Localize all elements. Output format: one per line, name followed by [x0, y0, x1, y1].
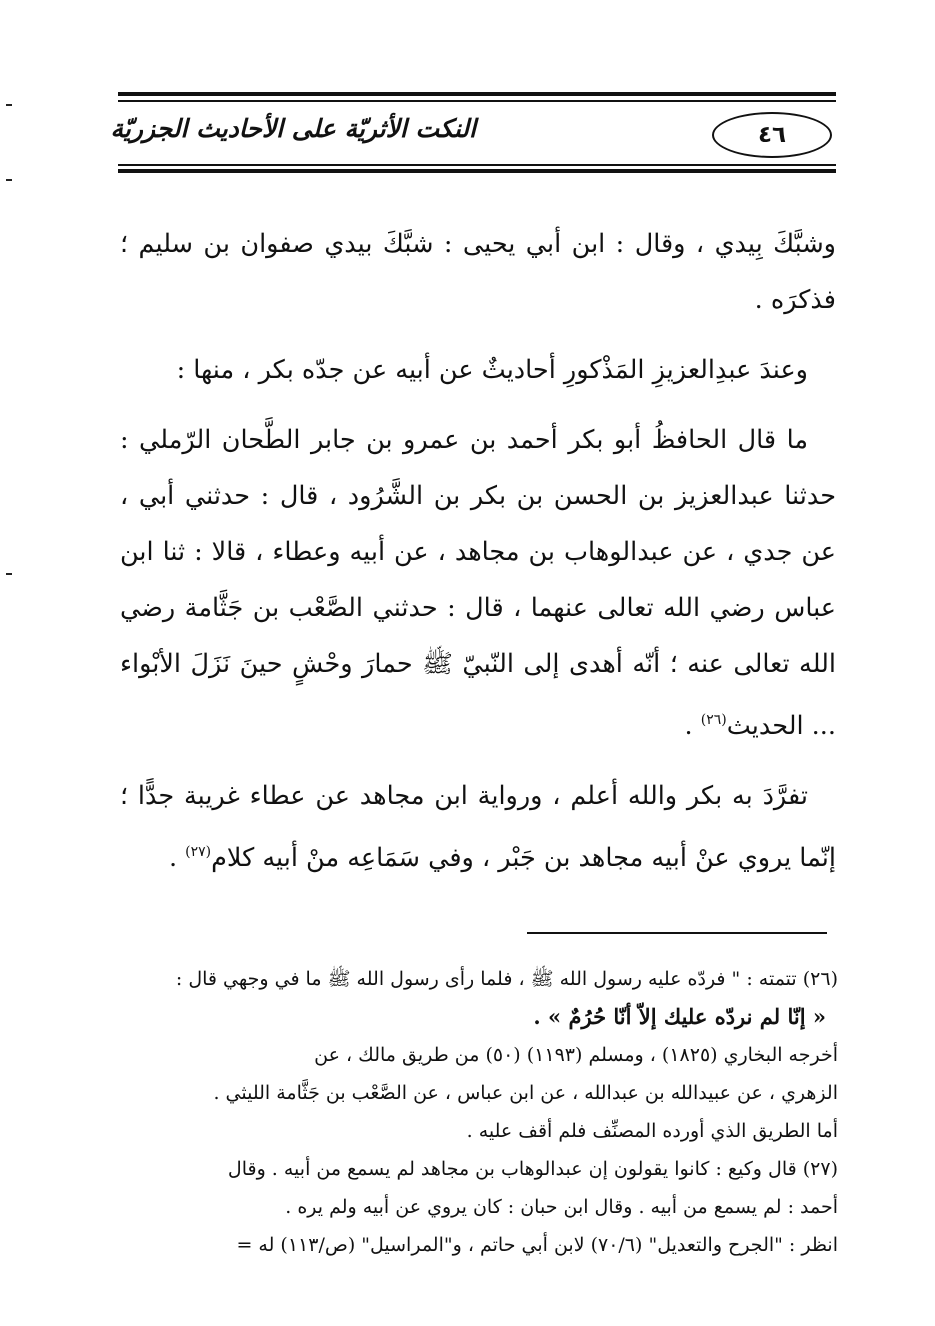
header-top-rule-thick: [118, 92, 836, 96]
page-number-badge: [712, 112, 832, 158]
footnote-separator: [527, 932, 827, 934]
header-bottom-rule-thin: [118, 164, 836, 166]
footnote-26-quote: « إنّا لم نردّه عليك إلاّ أنّا حُرُمٌ » .: [533, 1004, 826, 1029]
footnote-27-line-2: أحمد : لم يسمع من أبيه . وقال ابن حبان : كان يروي عن أبيه ولم يره .: [285, 1196, 838, 1218]
footnote-ref-27: (٢٧): [185, 844, 212, 860]
scan-edge-mark: [6, 104, 12, 106]
header-top-rule-thin: [118, 100, 836, 102]
footnote-27-line-3: انظر : "الجرح والتعديل" (٧٠/٦) لابن أبي حاتم ، و"المراسيل" (ص/١١٣) له =: [236, 1234, 838, 1256]
footnotes: [116, 960, 838, 1264]
paragraph-2: وعندَ عبدِالعزيزِ المَذْكورِ أحاديثٌ عن أبيه عن جدّه بكر ، منها :: [176, 355, 808, 385]
footnote-ref-26: (٢٦): [700, 712, 727, 728]
footnote-27-line-1: (٢٧) قال وكيع : كانوا يقولون إن عبدالوهاب بن مجاهد لم يسمع من أبيه . وقال: [227, 1158, 838, 1180]
paragraph-3-tail: .: [684, 711, 701, 741]
paragraph-4-text: تفرَّدَ به بكر والله أعلم ، ورواية ابن مجاهد عن عطاء غريبة جدًّا ؛ إنّما يروي عنْ أبيه مجاهد بن جَبْر ، وفي سَمَاعِه منْ أبيه كلام: [120, 781, 836, 873]
footnote-26-line-5: أما الطريق الذي أورده المصنِّف فلم أقف عليه .: [466, 1120, 838, 1142]
page-header: [110, 92, 836, 176]
paragraph-4-tail: .: [168, 843, 186, 873]
paragraph-4: [120, 768, 836, 886]
header-bottom-rule-thick: [118, 169, 836, 173]
page-number: ٤٦: [757, 122, 787, 148]
footnote-26-line-3: أخرجه البخاري (١٨٢٥) ، ومسلم (١١٩٣) (٥٠) من طريق مالك ، عن: [314, 1044, 838, 1066]
scan-edge-mark: [6, 179, 12, 181]
scan-edge-mark: [6, 573, 12, 575]
paragraph-3-text: ما قال الحافظُ أبو بكر أحمد بن عمرو بن جابر الطَّحان الرّملي : حدثنا عبدالعزيز بن الحسن بن بكر بن الشَّرُود ، قال : حدثني أبي ، عن جدي ، عن عبدالوهاب بن مجاهد ، عن أبيه وعطاء ، قالا : ثنا ابن عباس رضي الله تعالى عنهما ، قال : حدثني الصَّعْب بن جَثَّامة رضي الله تعالى عنه ؛ أنّه أهدى إلى النّبيّ ﷺ حمارَ وحْشٍ حينَ نَزَلَ الأبْواء ... الحديث: [120, 425, 836, 741]
footnote-26-line-1: (٢٦) تتمته : " فردّه عليه رسول الله ﷺ ، فلما رأى رسول الله ﷺ ما في وجهي قال :: [175, 968, 838, 990]
paragraph-1: وشبَّكَ بِيدي ، وقال : ابن أبي يحيى : شبَّكَ بيدي صفوان بن سليم ؛ فذكرَه .: [120, 229, 836, 315]
main-text: [120, 216, 836, 886]
running-title: النكت الأثريّة على الأحاديث الجزريّة: [110, 114, 476, 143]
paragraph-3: [120, 412, 836, 754]
footnote-26-line-4: الزهري ، عن عبيدالله بن عبدالله ، عن ابن عباس ، عن الصَّعْب بن جَثَّامة الليثي .: [213, 1082, 838, 1104]
